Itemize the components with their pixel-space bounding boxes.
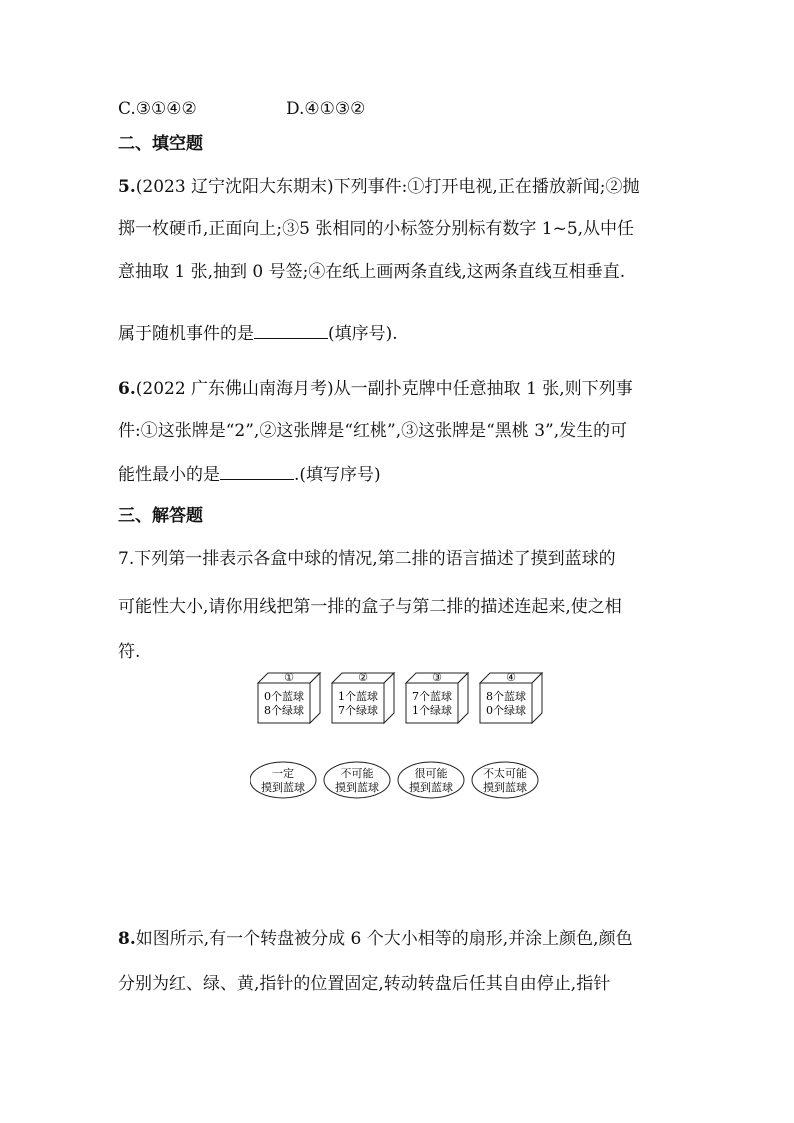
box-number-label: ④ — [506, 671, 516, 684]
section-answer-heading: 三、解答题 — [118, 506, 203, 526]
box-front-face — [406, 683, 458, 723]
ellipse-label-top: 不太可能 — [483, 767, 527, 780]
ellipse-label-bottom: 摸到蓝球 — [335, 781, 379, 794]
q5-line2: 掷一枚硬币,正面向上;③5 张相同的小标签分别标有数字 1~5,从中任 — [118, 219, 635, 239]
likelihood-ellipse-4[interactable] — [472, 762, 538, 798]
box-blue-count: 1个蓝球 — [338, 690, 378, 703]
likelihood-ellipse-3[interactable] — [398, 762, 464, 798]
ball-box-4[interactable] — [480, 671, 542, 723]
box-number-label: ② — [358, 671, 368, 684]
q5-line4: 属于随机事件的是 (填序号). — [118, 321, 398, 345]
ball-box-3[interactable] — [406, 671, 468, 723]
options-row — [118, 98, 366, 120]
box-front-face — [332, 683, 384, 723]
section-fill-in-heading: 二、填空题 — [118, 134, 203, 154]
q5-line1: 5.(2023 辽宁沈阳大东期末)下列事件:①打开电视,正在播放新闻;②抛 — [118, 177, 640, 197]
q8-line2: 分别为红、绿、黄,指针的位置固定,转动转盘后任其自由停止,指针 — [118, 974, 611, 994]
q7-figure — [250, 668, 550, 804]
ellipse-label-bottom: 摸到蓝球 — [409, 781, 453, 794]
box-front-face — [480, 683, 532, 723]
q5-answer-blank[interactable] — [254, 321, 328, 339]
q6-line3: 能性最小的是 .(填写序号) — [118, 462, 381, 486]
q6-answer-blank[interactable] — [220, 462, 294, 480]
box-green-count: 0个绿球 — [486, 704, 526, 717]
box-green-count: 1个绿球 — [412, 704, 452, 717]
likelihood-ellipse-2[interactable] — [324, 762, 390, 798]
ellipse-label-top: 一定 — [272, 767, 294, 780]
q6-line1: 6.(2022 广东佛山南海月考)从一副扑克牌中任意抽取 1 张,则下列事 — [118, 379, 633, 399]
q8-number: 8. — [118, 929, 136, 949]
q8-line1: 8.如图所示,有一个转盘被分成 6 个大小相等的扇形,并涂上颜色,颜色 — [118, 929, 633, 949]
box-number-label: ① — [284, 671, 294, 684]
q7-line2: 可能性大小,请你用线把第一排的盒子与第二排的描述连起来,使之相 — [118, 597, 622, 617]
box-blue-count: 0个蓝球 — [264, 690, 304, 703]
q6-number: 6. — [118, 379, 136, 399]
option-c: C.③①④② — [118, 99, 197, 119]
ellipse-label-bottom: 摸到蓝球 — [261, 781, 305, 794]
q7-line1: 7.下列第一排表示各盒中球的情况,第二排的语言描述了摸到蓝球的 — [118, 549, 616, 569]
ellipse-label-bottom: 摸到蓝球 — [483, 781, 527, 794]
box-blue-count: 8个蓝球 — [486, 690, 526, 703]
box-front-face — [258, 683, 310, 723]
box-green-count: 7个绿球 — [338, 704, 378, 717]
q7-line3: 符. — [118, 642, 141, 662]
ellipse-label-top: 不可能 — [340, 767, 374, 780]
ball-box-1[interactable] — [258, 671, 320, 723]
ball-box-2[interactable] — [332, 671, 394, 723]
q6-line2: 件:①这张牌是“2”,②这张牌是“红桃”,③这张牌是“黑桃 3”,发生的可 — [118, 421, 628, 441]
box-number-label: ③ — [432, 671, 442, 684]
likelihood-ellipse-1[interactable] — [250, 762, 316, 798]
ellipse-label-top: 很可能 — [414, 767, 448, 780]
q5-line3: 意抽取 1 张,抽到 0 号签;④在纸上画两条直线,这两条直线互相垂直. — [118, 262, 626, 282]
q5-number: 5. — [118, 177, 136, 197]
option-d: D.④①③② — [286, 99, 366, 119]
box-blue-count: 7个蓝球 — [412, 690, 452, 703]
box-green-count: 8个绿球 — [264, 704, 304, 717]
